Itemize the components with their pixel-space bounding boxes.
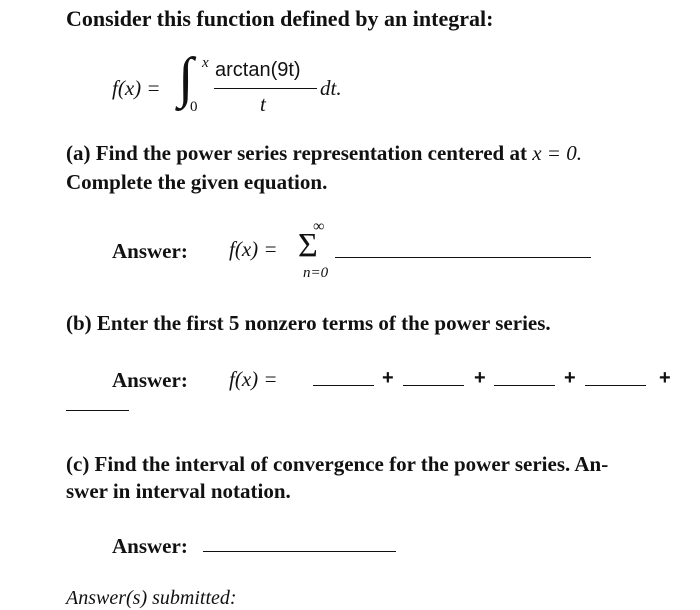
part-b-term-5-input[interactable] (66, 410, 129, 411)
part-c-line2: swer in interval notation. (66, 479, 291, 503)
part-b-term-1-input[interactable] (313, 385, 374, 386)
part-b-question: (b) Enter the first 5 nonzero terms of the power series. (66, 311, 551, 335)
fraction-numerator: arctan(9t) (215, 59, 301, 81)
definition-lhs: f(x) = (112, 76, 161, 100)
intro-heading: Consider this function defined by an integral: (66, 6, 494, 31)
part-c-answer-label: Answer: (112, 534, 188, 558)
plus-sign-4: + (659, 367, 671, 389)
part-b-term-2-input[interactable] (403, 385, 464, 386)
part-c-line1: (c) Find the interval of convergence for the power series. An- (66, 452, 609, 476)
plus-sign-3: + (564, 367, 576, 389)
part-a-answer-label: Answer: (112, 239, 188, 263)
sum-symbol: Σ (298, 227, 318, 264)
plus-sign-2: + (474, 367, 486, 389)
part-a-lhs: f(x) = (229, 237, 278, 261)
sum-lower-limit: n=0 (303, 265, 329, 281)
integral-upper-limit: x (202, 55, 209, 71)
part-a-line2: Complete the given equation. (66, 170, 328, 194)
sum-upper-limit: ∞ (313, 218, 325, 235)
part-a-answer-input[interactable] (335, 257, 591, 258)
definition-formula (0, 0, 700, 130)
part-b-term-4-input[interactable] (585, 385, 646, 386)
part-b-term-3-input[interactable] (494, 385, 555, 386)
part-a-question (66, 139, 582, 168)
part-a-line1: (a) Find the power series representation centered at (66, 141, 527, 165)
differential: dt. (320, 76, 342, 100)
integral-sign: ∫ (178, 47, 194, 109)
answers-submitted-label: Answer(s) submitted: (66, 587, 237, 609)
part-b-answer-label: Answer: (112, 368, 188, 392)
fraction-denominator: t (260, 92, 266, 116)
integral-lower-limit: 0 (190, 99, 198, 115)
part-c-answer-input[interactable] (203, 551, 396, 552)
part-a-line1-math: x = 0. (532, 141, 582, 165)
part-b-lhs: f(x) = (229, 367, 278, 391)
plus-sign-1: + (382, 367, 394, 389)
fraction-bar (214, 88, 317, 89)
